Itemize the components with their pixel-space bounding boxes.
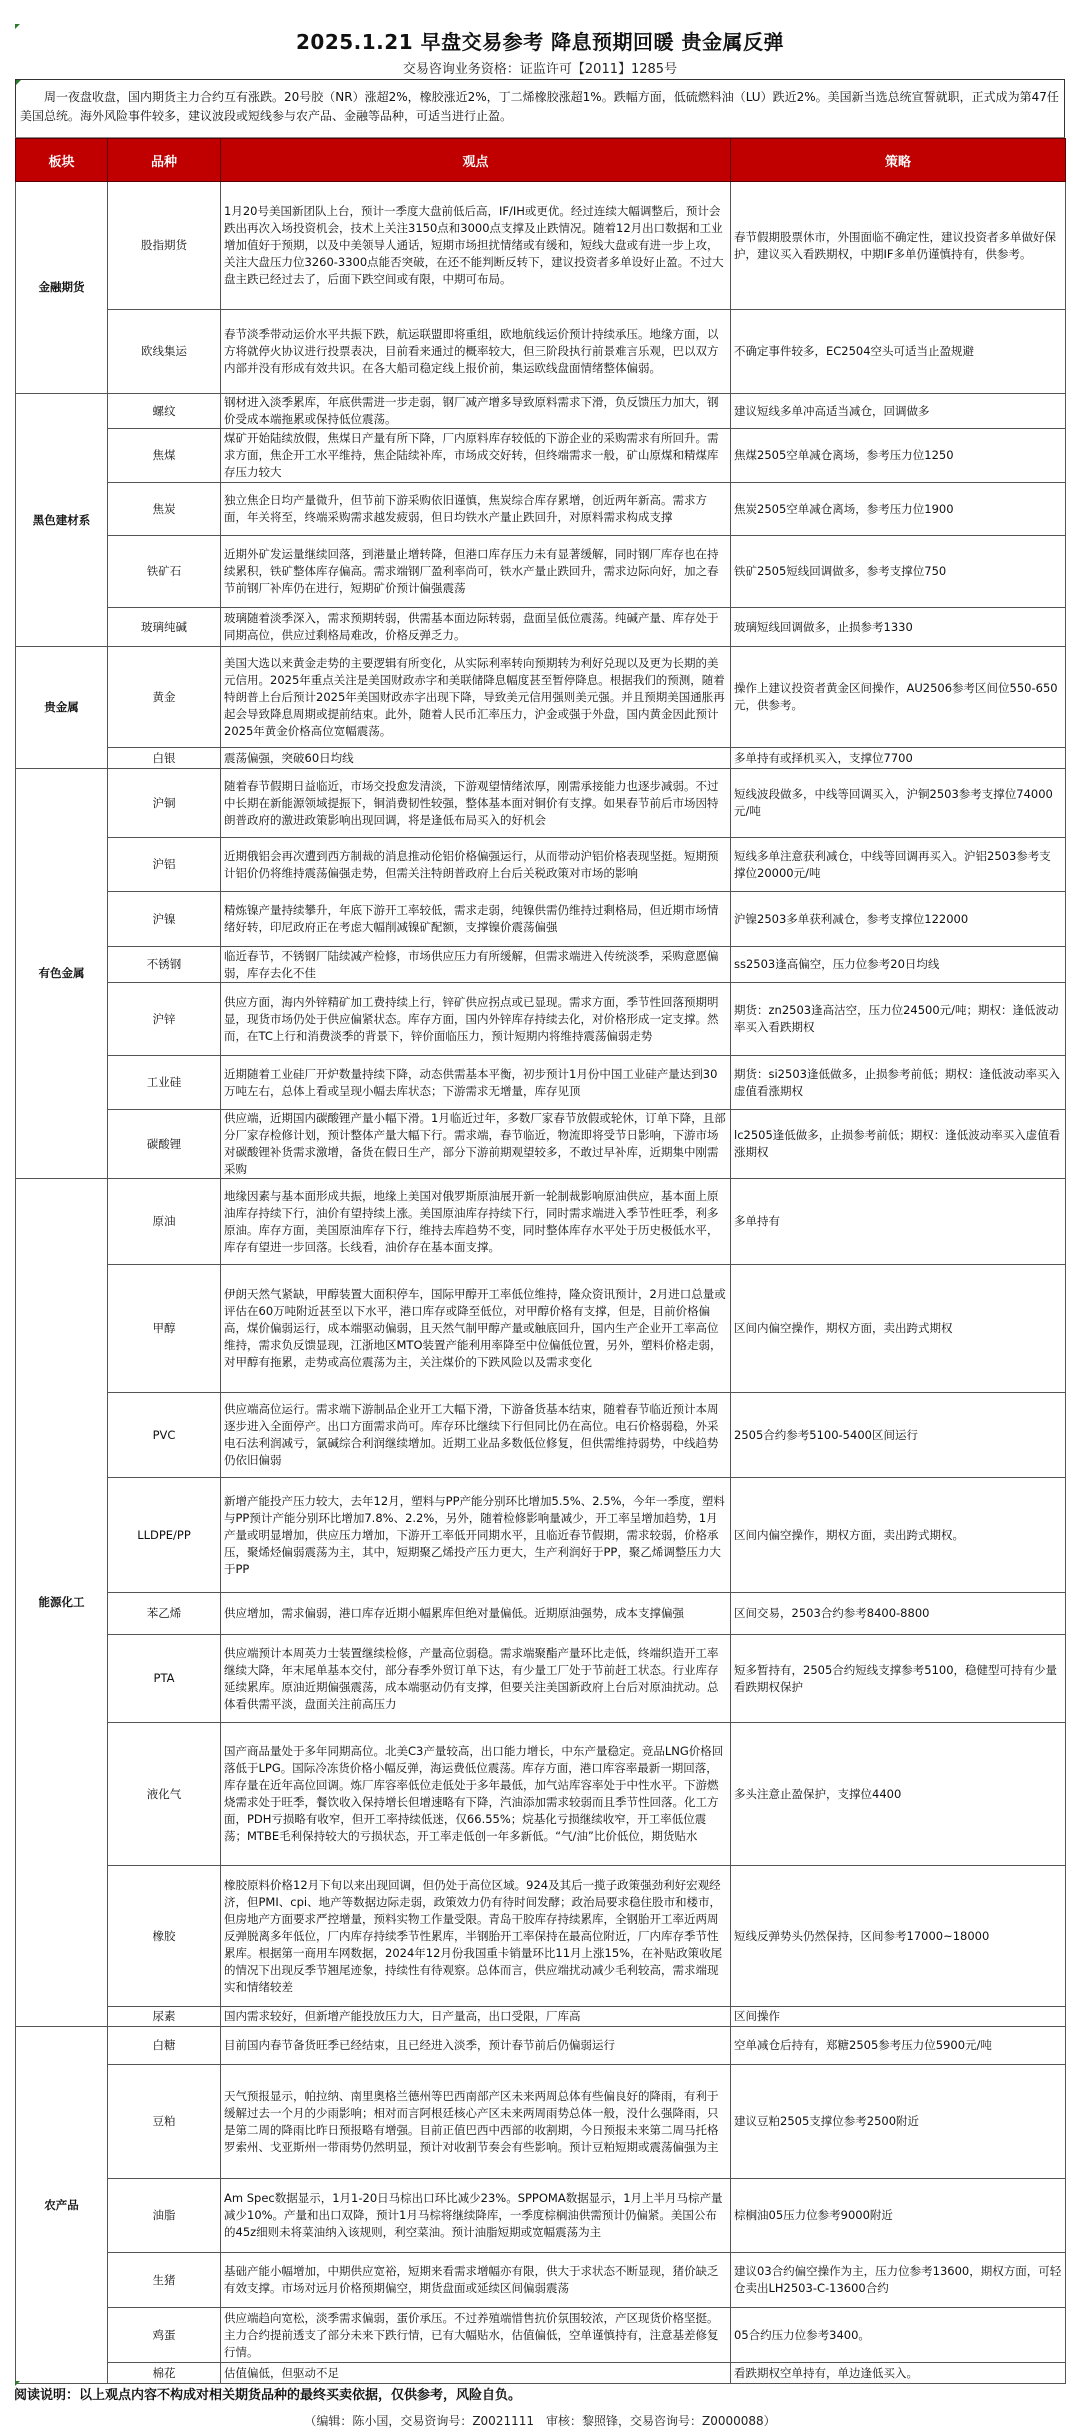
strategy-cell: 区间内偏空操作，期权方面，卖出跨式期权 — [731, 1265, 1066, 1393]
view-cell: 供应端，近期国内碳酸锂产量小幅下滑。1月临近过年，多数厂家春节放假或轮休，订单下降，且部分厂家存检修计划，预计整体产量大幅下行。需求端，春节临近，物流即将受节日影响，下游市场对碳酸锂补货需求激增，备货在假日生产，部分下游前期观望较多，不敢过早补库，近期集中刚需采购 — [221, 1110, 731, 1179]
table-row — [16, 2007, 1066, 2027]
view-cell: 精炼镍产量持续攀升，年底下游开工率较低，需求走弱，纯镍供需仍维持过剩格局，但近期市场情绪好转，印尼政府正在考虑大幅削减镍矿配额，支撑镍价震荡偏强 — [221, 892, 731, 947]
strategy-cell: 05合约压力位参考3400。 — [731, 2308, 1066, 2363]
table-row — [16, 2179, 1066, 2253]
column-header-board: 板块 — [16, 139, 108, 182]
table-row — [16, 1056, 1066, 1110]
view-cell: 供应方面，海内外锌精矿加工费持续上行，锌矿供应拐点或已显现。需求方面，季节性回落预期明显，现货市场仍处于供应偏紧状态。库存方面，国内外锌库存持续去化，对价格形成一定支撑。然而，在TC上行和消费淡季的背景下，锌价面临压力，预计短期内将维持震荡偏弱走势 — [221, 983, 731, 1056]
view-cell: 供应增加，需求偏弱，港口库存近期小幅累库但绝对量偏低。近期原油强势，成本支撑偏强 — [221, 1593, 731, 1635]
table-row — [16, 1393, 1066, 1478]
strategy-cell: 区间交易，2503合约参考8400-8800 — [731, 1593, 1066, 1635]
table-row — [16, 2065, 1066, 2179]
view-cell: 春节淡季带动运价水平共振下跌，航运联盟即将重组，欧地航线运价预计持续承压。地缘方面，以方将就停火协议进行投票表决，目前看来通过的概率较大，但三阶段执行前景难言乐观，巴以双方内部并没有形成有效共识。在各大船司稳定线上报价前，集运欧线盘面情绪整体偏弱。 — [221, 310, 731, 394]
board-cell: 金融期货 — [16, 182, 108, 394]
variety-cell: 沪铝 — [108, 838, 221, 892]
table-row — [16, 310, 1066, 394]
view-cell: 地缘因素与基本面形成共振，地缘上美国对俄罗斯原油展开新一轮制裁影响原油供应，基本面上原油库存持续下行，油价有望持续上涨。美国原油库存持续下行，同时需求端进入季节性旺季，利多原油。库存方面，美国原油库存下行，维持去库趋势不变，同时整体库存水平处于历史极低水平，库存有望进一步回落。长线看，油价存在基本面支撑。 — [221, 1179, 731, 1265]
strategy-cell: 沪镍2503多单获利减仓，参考支撑位122000 — [731, 892, 1066, 947]
board-cell: 能源化工 — [16, 1179, 108, 2027]
view-cell: 1月20号美国新团队上台，预计一季度大盘前低后高，IF/IH或更优。经过连续大幅调整后，预计会跌出再次入场投资机会，技术上关注3150点和3000点支撑及止跌情况。随着12月出口数据和工业增加值好于预期，以及中美领导人通话，短期市场担扰情绪或有缓和，短线大盘或有进一步上攻，关注大盘压力位3260-3300点能否突破，在还不能判断反转下，建议投资者多单设好止盈。不过大盘主跌已经过去了，后面下跌空间或有限，中期可布局。 — [221, 182, 731, 310]
strategy-cell: 区间内偏空操作，期权方面，卖出跨式期权。 — [731, 1478, 1066, 1593]
view-cell: 临近春节，不锈钢厂陆续减产检修，市场供应压力有所缓解，但需求端进入传统淡季，采购意愿偏弱，库存去化不佳 — [221, 947, 731, 983]
variety-cell: PVC — [108, 1393, 221, 1478]
table-header-row — [16, 139, 1066, 182]
table-row — [16, 394, 1066, 429]
page-title: 2025.1.21 早盘交易参考 降息预期回暖 贵金属反弹 — [296, 30, 784, 54]
variety-cell: 鸡蛋 — [108, 2308, 221, 2363]
strategy-cell: 焦炭2505空单减仓离场，参考压力位1900 — [731, 483, 1066, 536]
board-cell: 黑色建材系 — [16, 394, 108, 647]
view-cell: 供应端高位运行。需求端下游制品企业开工大幅下滑，下游备货基本结束，随着春节临近预计本周逐步进入全面停产。出口方面需求尚可。库存环比继续下行但同比仍在高位。电石价格弱稳，外采电石法利润减亏，氯碱综合利润继续增加。近期工业品多数低位修复，但供需维持弱势，中线趋势仍依旧偏弱 — [221, 1393, 731, 1478]
license-subtitle: 交易咨询业务资格：证监许可【2011】1285号 — [402, 62, 678, 77]
strategy-cell: 棕榈油05压力位参考9000附近 — [731, 2179, 1066, 2253]
variety-cell: 螺纹 — [108, 394, 221, 429]
view-cell: 随着春节假期日益临近，市场交投愈发清淡，下游观望情绪浓厚，刚需承接能力也逐步减弱。不过中长期在新能源领域提振下，铜消费韧性较强，整体基本面对铜价有支撑。如果春节前后市场因特朗普政府的激进政策影响出现回调，将是逢低布局买入的好机会 — [221, 769, 731, 838]
strategy-cell: 短线反弹势头仍然保持，区间参考17000~18000 — [731, 1866, 1066, 2007]
variety-cell: 沪锌 — [108, 983, 221, 1056]
board-cell: 农产品 — [16, 2027, 108, 2384]
variety-cell: PTA — [108, 1635, 221, 1723]
table-row — [16, 2027, 1066, 2065]
table-row — [16, 2253, 1066, 2308]
table-row — [16, 1635, 1066, 1723]
strategy-cell: 看跌期权空单持有，单边逢低买入。 — [731, 2363, 1066, 2384]
strategy-cell: 空单减仓后持有，郑糖2505参考压力位5900元/吨 — [731, 2027, 1066, 2065]
view-cell: Am Spec数据显示，1月1-20日马棕出口环比减少23%。SPPOMA数据显示，1月上半月马棕产量减少10%。产量和出口双降，预计1月马棕将继续降库，一季度棕榈油供需预计仍偏紧。美国公布的45z细则未将菜油纳入该规则，利空菜油。预计油脂短期或宽幅震荡为主 — [221, 2179, 731, 2253]
strategy-cell: 不确定事件较多，EC2504空头可适当止盈规避 — [731, 310, 1066, 394]
variety-cell: 沪镍 — [108, 892, 221, 947]
column-header-strategy: 策略 — [731, 139, 1066, 182]
view-cell: 伊朗天然气紧缺，甲醇装置大面积停车，国际甲醇开工率低位维持，隆众资讯预计，2月进口总量或评估在60万吨附近甚至以下水平，港口库存或降至低位，对甲醇价格有支撑，但是，目前价格偏高，煤价偏弱运行，成本端驱动偏弱，且天然气制甲醇产量或触底回升，国内生产企业开工率高位维持，需求负反馈显现，江浙地区MTO装置产能利用率降至中位偏低位置，另外，塑料价格走弱，对甲醇有拖累，走势或高位震荡为主，关注煤价的下跌风险以及需求变化 — [221, 1265, 731, 1393]
variety-cell: 生猪 — [108, 2253, 221, 2308]
table-row — [16, 1179, 1066, 1265]
variety-cell: 尿素 — [108, 2007, 221, 2027]
strategy-table — [15, 138, 1066, 2384]
strategy-cell: 焦煤2505空单减仓离场，参考压力位1250 — [731, 429, 1066, 483]
table-row — [16, 2308, 1066, 2363]
column-header-view: 观点 — [221, 139, 731, 182]
variety-cell: 白银 — [108, 748, 221, 769]
table-row — [16, 647, 1066, 748]
table-row — [16, 536, 1066, 608]
table-row — [16, 1723, 1066, 1866]
view-cell: 新增产能投产压力较大，去年12月，塑料与PP产能分别环比增加5.5%、2.5%，今年一季度，塑料与PP预计产能分别环比增加7.8%、2.2%，另外，随着检修影响量减少，开工率呈增加趋势，1月产量或明显增加，供应压力增加，下游开工率低开同期水平，且临近春节假期，需求较弱，价格承压，聚烯烃偏弱震荡为主，其中，短期聚乙烯投产压力更大，生产利润好于PP，聚乙烯调整压力大于PP — [221, 1478, 731, 1593]
strategy-cell: 玻璃短线回调做多，止损参考1330 — [731, 608, 1066, 647]
variety-cell: 欧线集运 — [108, 310, 221, 394]
strategy-cell: 建议短线多单冲高适当减仓，回调做多 — [731, 394, 1066, 429]
table-row — [16, 1265, 1066, 1393]
variety-cell: 焦炭 — [108, 483, 221, 536]
strategy-cell: 建议豆粕2505支撑位参考2500附近 — [731, 2065, 1066, 2179]
variety-cell: 液化气 — [108, 1723, 221, 1866]
view-cell: 供应端趋向宽松，淡季需求偏弱，蛋价承压。不过养殖端惜售抗价氛围较浓，产区现货价格坚挺。主力合约提前透支了部分未来下跌行情，已有大幅贴水，估值偏低，空单谨慎持有，注意基差修复行情。 — [221, 2308, 731, 2363]
variety-cell: 苯乙烯 — [108, 1593, 221, 1635]
view-cell: 橡胶原料价格12月下旬以来出现回调，但仍处于高位区域。924及其后一揽子政策强劲利好宏观经济，但PMI、cpi、地产等数据边际走弱，政策效力仍有待时间发酵；政治局要求稳住股市和楼市，但房地产方面要求严控增量，预料实物工作量受限。青岛干胶库存持续累库，全钢胎开工率近两周反弹脱离多年低位，厂内库存持续季节性累库，半钢胎开工率保持在最高位附近，厂内库存季节性累库。根据第一商用车网数据，2024年12月份我国重卡销量环比11月上涨15%，在补贴政策收尾的情况下出现反季节翘尾迹象，持续性有待观察。总体而言，供应端扰动减少毛利较高，需求端现实和情绪较差 — [221, 1866, 731, 2007]
view-cell: 基础产能小幅增加，中期供应宽裕，短期来看需求增幅亦有限，供大于求状态不断显现，猪价缺乏有效支撑。市场对远月价格预期偏空，期货盘面或延续区间偏弱震荡 — [221, 2253, 731, 2308]
view-cell: 国产商品量处于多年同期高位。北美C3产量较高，出口能力增长，中东产量稳定。竞品LNG价格回落低于LPG。国际冷冻货价格小幅反弹，海运费低位震荡。库存方面，港口库容率最新一期回落，库存量在近年高位回调。炼厂库容率低位走低处于多年最低，加气站库容率处于中性水平。下游燃烧需求处于旺季，餐饮收入保持增长但增速略有下降，汽油添加需求较弱而且季节性回落。化工方面，PDH亏损略有收窄，但开工率持续低迷，仅66.55%；烷基化亏损继续收窄，开工率低位震荡；MTBE毛利保持较大的亏损状态，开工率走低创一年多新低。“气/油”比价低位，期货贴水 — [221, 1723, 731, 1866]
strategy-cell: 短线波段做多，中线等回调买入，沪铜2503参考支撑位74000元/吨 — [731, 769, 1066, 838]
variety-cell: 橡胶 — [108, 1866, 221, 2007]
view-cell: 煤矿开始陆续放假，焦煤日产量有所下降，厂内原料库存较低的下游企业的采购需求有所回升。需求方面，焦企开工水平维持，焦企陆续补库，市场成交好转，但终端需求一般，矿山原煤和精煤库存压力较大 — [221, 429, 731, 483]
strategy-cell: 多头注意止盈保护，支撑位4400 — [731, 1723, 1066, 1866]
variety-cell: 甲醇 — [108, 1265, 221, 1393]
strategy-cell: 建议03合约偏空操作为主，压力位参考13600，期权方面，可轻仓卖出LH2503-C-13600合约 — [731, 2253, 1066, 2308]
board-cell: 贵金属 — [16, 647, 108, 769]
table-row — [16, 947, 1066, 983]
table-row — [16, 2363, 1066, 2384]
view-cell: 震荡偏强，突破60日均线 — [221, 748, 731, 769]
variety-cell: 铁矿石 — [108, 536, 221, 608]
view-cell: 目前国内春节备货旺季已经结束，且已经进入淡季，预计春节前后仍偏弱运行 — [221, 2027, 731, 2065]
view-cell: 近期俄铝会再次遭到西方制裁的消息推动伦铝价格偏强运行，从而带动沪铝价格表现坚挺。短期预计铝价仍将维持震荡偏强走势，但需关注特朗普政府上台后关税政策对市场的影响 — [221, 838, 731, 892]
view-cell: 独立焦企日均产量微升，但节前下游采购依旧谨慎，焦炭综合库存累增，创近两年新高。需求方面，年关将至，终端采购需求越发疲弱，但日均铁水产量止跌回升，对原料需求构成支撑 — [221, 483, 731, 536]
variety-cell: 白糖 — [108, 2027, 221, 2065]
strategy-cell: 多单持有 — [731, 1179, 1066, 1265]
view-cell: 玻璃随着淡季深入，需求预期转弱，供需基本面边际转弱，盘面呈低位震荡。纯碱产量、库存处于同期高位，供应过剩格局难改，价格反弹乏力。 — [221, 608, 731, 647]
table-row — [16, 1110, 1066, 1179]
view-cell: 近期外矿发运量继续回落，到港量止增转降，但港口库存压力未有显著缓解，同时钢厂库存也在持续累积，铁矿整体库存偏高。需求端钢厂盈利率尚可，铁水产量止跌回升，需求边际向好，加之春节前钢厂补库仍在进行，短期矿价预计偏强震荡 — [221, 536, 731, 608]
table-row — [16, 1866, 1066, 2007]
table-row — [16, 983, 1066, 1056]
variety-cell: 油脂 — [108, 2179, 221, 2253]
editor-credits: （编辑：陈小国，交易资询号：Z0021111 审核：黎照锋，交易咨询号：Z0000088） — [304, 2414, 776, 2428]
strategy-cell: 操作上建议投资者黄金区间操作，AU2506参考区间位550-650元，供参考。 — [731, 647, 1066, 748]
variety-cell: 玻璃纯碱 — [108, 608, 221, 647]
table-body — [16, 182, 1066, 2384]
board-cell: 有色金属 — [16, 769, 108, 1179]
variety-cell: 黄金 — [108, 647, 221, 748]
table-row — [16, 483, 1066, 536]
strategy-cell: 短多暂持有，2505合约短线支撑参考5100，稳健型可持有少量看跌期权保护 — [731, 1635, 1066, 1723]
strategy-cell: 铁矿2505短线回调做多，参考支撑位750 — [731, 536, 1066, 608]
table-row — [16, 1593, 1066, 1635]
variety-cell: 碳酸锂 — [108, 1110, 221, 1179]
table-row — [16, 429, 1066, 483]
variety-cell: 豆粕 — [108, 2065, 221, 2179]
strategy-cell: 短线多单注意获利减仓，中线等回调再买入。沪铝2503参考支撑位20000元/吨 — [731, 838, 1066, 892]
cell-marker-icon — [16, 80, 21, 85]
strategy-cell: 期货：zn2503逢高沽空，压力位24500元/吨；期权：逢低波动率买入看跌期权 — [731, 983, 1066, 1056]
variety-cell: 工业硅 — [108, 1056, 221, 1110]
variety-cell: LLDPE/PP — [108, 1478, 221, 1593]
table-row — [16, 769, 1066, 838]
table-row — [16, 608, 1066, 647]
variety-cell: 原油 — [108, 1179, 221, 1265]
strategy-cell: 多单持有或择机买入，支撑位7700 — [731, 748, 1066, 769]
variety-cell: 股指期货 — [108, 182, 221, 310]
view-cell: 天气预报显示，帕拉纳、南里奥格兰德州等巴西南部产区未来两周总体有些偏良好的降雨，有利于缓解过去一个月的少雨影响；相对而言阿根廷核心产区未来两周雨势总体一般，没什么强降雨，只是第二周的降雨比昨日预报略有增强。目前正值巴西中西部的收割期，今日预报未来第二周马托格罗索州、戈亚斯州一带雨势仍然明显，预计对收割节奏会有些影响。预计豆粕短期或震荡偏强为主 — [221, 2065, 731, 2179]
view-cell: 美国大选以来黄金走势的主要逻辑有所变化，从实际利率转向预期转为利好兑现以及更为长期的美元信用。2025年重点关注是美国财政赤字和美联储降息幅度甚至暂停降息。根据我们的预测，随着特朗普上台后预计2025年美国财政赤字出现下降，导致美元信用强则美元强。并且预期美国通胀再起会导致降息周期或提前结束。此外，随着人民币汇率压力，沪金或强于外盘，国内黄金因此预计2025年黄金价格高位宽幅震荡。 — [221, 647, 731, 748]
market-summary: 周一夜盘收盘，国内期货主力合约互有涨跌。20号胶（NR）涨超2%，橡胶涨近2%，丁二烯橡胶涨超1%。跌幅方面，低硫燃料油（LU）跌近2%。美国新当选总统宣誓就职，正式成为第47任美国总统。海外风险事件较多，建议波段或短线参与农产品、金融等品种，可适当进行止盈。 — [15, 79, 1065, 138]
strategy-cell: 春节假期股票休市，外围面临不确定性，建议投资者多单做好保护，建议买入看跌期权，中期IF多单仍谨慎持有，供参考。 — [731, 182, 1066, 310]
table-row — [16, 748, 1066, 769]
table-row — [16, 1478, 1066, 1593]
variety-cell: 沪铜 — [108, 769, 221, 838]
column-header-variety: 品种 — [108, 139, 221, 182]
view-cell: 钢材进入淡季累库，年底供需进一步走弱，钢厂减产增多导致原料需求下滑，负反馈压力加大，钢价受成本端拖累或保持低位震荡。 — [221, 394, 731, 429]
strategy-cell: lc2505逢低做多，止损参考前低；期权：逢低波动率买入虚值看涨期权 — [731, 1110, 1066, 1179]
view-cell: 国内需求较好，但新增产能投放压力大，日产量高，出口受限，厂库高 — [221, 2007, 731, 2027]
strategy-cell: 区间操作 — [731, 2007, 1066, 2027]
variety-cell: 不锈钢 — [108, 947, 221, 983]
view-cell: 估值偏低，但驱动不足 — [221, 2363, 731, 2384]
strategy-cell: ss2503逢高偏空，压力位参考20日均线 — [731, 947, 1066, 983]
reading-note: 阅读说明：以上观点内容不构成对相关期货品种的最终买卖依据，仅供参考，风险自负。 — [14, 2388, 522, 2403]
variety-cell: 棉花 — [108, 2363, 221, 2384]
table-row — [16, 838, 1066, 892]
table-row — [16, 892, 1066, 947]
view-cell: 供应端预计本周英力士装置继续检修，产量高位弱稳。需求端聚酯产量环比走低，终端织造开工率继续大降，年末尾单基本交付，部分春季外贸订单下达，有少量工厂处于节前赶工状态。行业库存延续累库。原油近期偏强震荡，成本端驱动仍有支撑，但要关注美国新政府上台后对原油扰动。总体看供需平淡，盘面关注前高压力 — [221, 1635, 731, 1723]
view-cell: 近期随着工业硅厂开炉数量持续下降，动态供需基本平衡，初步预计1月份中国工业硅产量达到30万吨左右，总体上看或呈现小幅去库状态；下游需求无增量，库存见顶 — [221, 1056, 731, 1110]
strategy-cell: 期货：si2503逢低做多，止损参考前低；期权：逢低波动率买入虚值看涨期权 — [731, 1056, 1066, 1110]
strategy-cell: 2505合约参考5100-5400区间运行 — [731, 1393, 1066, 1478]
variety-cell: 焦煤 — [108, 429, 221, 483]
table-row — [16, 182, 1066, 310]
